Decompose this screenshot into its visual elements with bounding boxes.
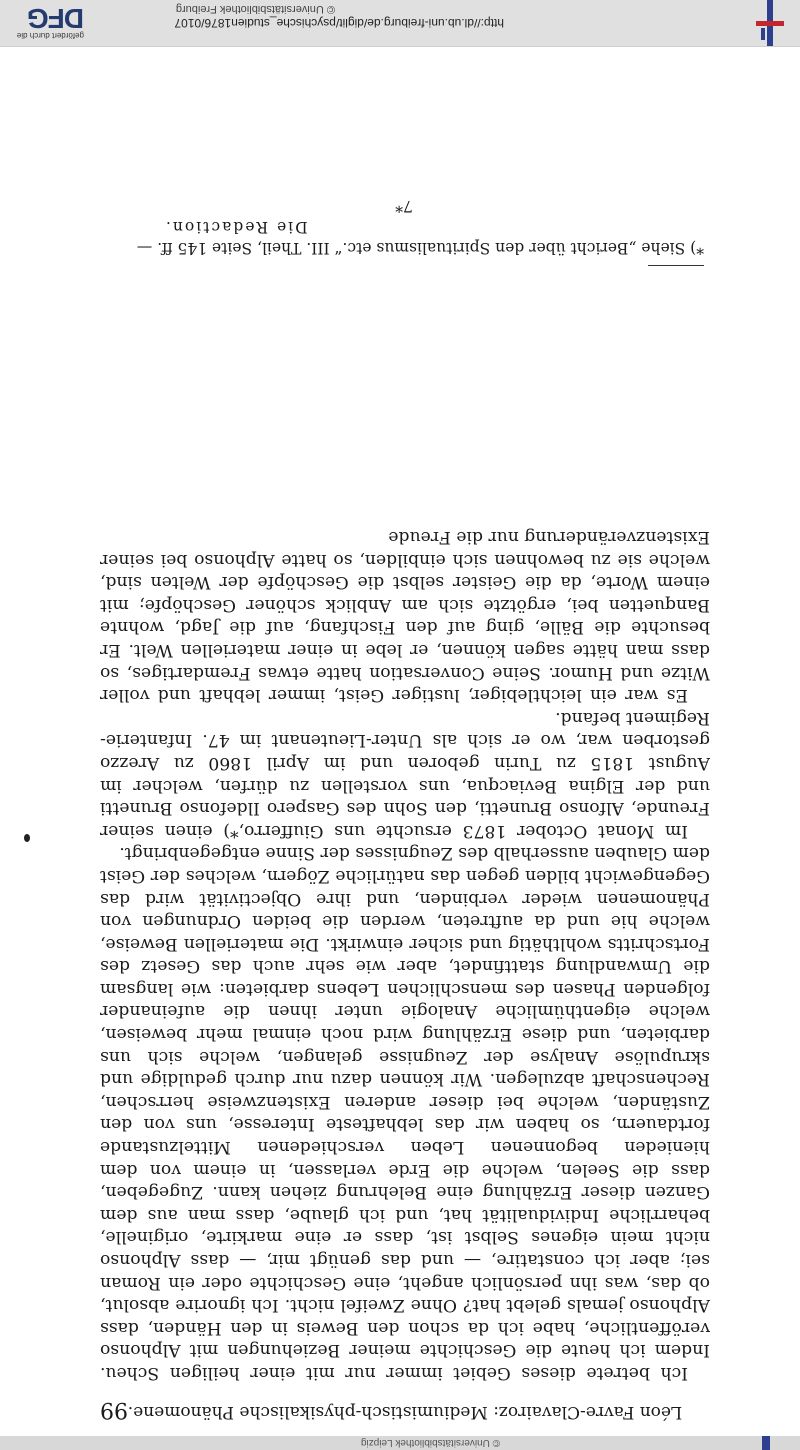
scan-speck xyxy=(24,834,30,842)
paragraph-2: Im Monat October 1873 ersuchte uns Giufferro,*) einen seiner Freunde, Alfonso Brunetti, den Sohn des Gaspero Ildefonso Brunetti und der Elgina Beviacqua, uns vorstellen zu dürfen, welcher im August 1815 zu Turin geboren und im April 1860 zu Arezzo gestorben war, wo er sich als Unter-Lieutenant im 47. Infanterie-Regiment befand. xyxy=(100,707,710,841)
university-logo-icon xyxy=(748,0,792,46)
paragraph-1: Ich betrete dieses Gebiet immer nur mit einer heiligen Scheu. Indem ich heute die Geschichte meiner Beziehungen mit Alphonso veröffentliche, habe ich da schon den Beweis in den Händen, dass Alphonso jemals gelebt hat? Ohne Zweifel nicht. Ich ignorire absolut, ob das, was ihn persönlich angeht, eine Geschichte oder ein Roman sei; aber ich constatire, — und das genügt mir, — dass Alphonso nicht mein eigenes Selbst ist, dass er eine markirte, originelle, beharrliche Individualität hat, und ich glaube, dass man aus dem Ganzen dieser Erzählung eine Belehrung ziehen kann. Zugegeben, dass die Seelen, welche die Erde verlassen, in einem von dem hienieden begonnenen Leben verschiedenen Mittelzustande fortdauern, so haben wir das lebhafteste Interesse, uns von den Zuständen, welche bei dieser anderen Existenzweise herrschen, Rechenschaft abzulegen. Wir können dazu nur durch geduldige und skrupulöse Analyse der Zeugnisse gelangen, welche sich uns darbieten, und diese Erzählung wird noch einmal mehr beweisen, welche eigenthümliche Analogie unter ihnen die aufeinander folgenden Phasen des menschlichen Lebens darbieten: wie langsam die Umwandlung stattfindet, aber wie sehr auch das Gesetz des Fortschritts wohlthätig und sicher einwirkt. Die materiellen Beweise, welche hie und da auftreten, werden die beiden Ordnungen von Phänomenen wieder verbinden, und ihre Objectivität wird das Gegengewicht bilden gegen das natürliche Zögern, welches der Geist dem Glauben ausserhalb des Zeugnisses der Sinne entgegenbringt. xyxy=(100,843,710,1383)
footnote-signature: Die Redaction. xyxy=(164,218,308,236)
dfg-logo-icon xyxy=(10,4,84,40)
footnote-text: *) Siehe „Bericht über den Spiritualismus etc.“ III. Theil, Seite 145 ff. — xyxy=(136,239,704,257)
digitization-banner xyxy=(0,0,800,47)
banner-copyright: © Universitätsbibliothek Freiburg xyxy=(175,3,335,15)
sheet-mark: 7* xyxy=(395,197,413,215)
paragraph-3: Es war ein leichtlebiger, lustiger Geist, immer lebhaft und voller Witze und Humor. Seine Conversation hatte etwas Fremdartiges, so dass man hätte sagen können, er lebe in einer materiellen Welt. Er besuchte die Bälle, ging auf den Fischfang, auf die Jagd, wohnte Banquetten bei, ergötzte sich am Anblick schöner Geschöpfe; mit einem Worte, da die Geister selbst die Geschöpfe der Welten sind, welche sie zu bewohnen sich einbilden, so hatte Alphonso bei seiner Existenzveränderung nur die Freude xyxy=(100,527,710,706)
dfg-tagline: gefördert durch die xyxy=(16,31,84,40)
library-mark-icon xyxy=(762,1436,770,1450)
strip-copyright: © Universitätsbibliothek Leipzig xyxy=(360,1437,500,1448)
page-number: 99 xyxy=(100,1397,128,1422)
footnote xyxy=(104,195,704,258)
running-title: Léon Favre-Clavairoz: Mediumistisch-physikalische Phänomene. xyxy=(127,1402,683,1422)
source-url[interactable]: http://dl.ub.uni-freiburg.de/diglit/psychische_studien1876/0107 xyxy=(174,16,504,30)
bottom-strip xyxy=(0,1436,800,1450)
footnote-rule xyxy=(648,265,704,266)
main-text xyxy=(100,525,710,1384)
dfg-wordmark: DFG xyxy=(27,3,84,34)
running-header xyxy=(100,1396,710,1422)
